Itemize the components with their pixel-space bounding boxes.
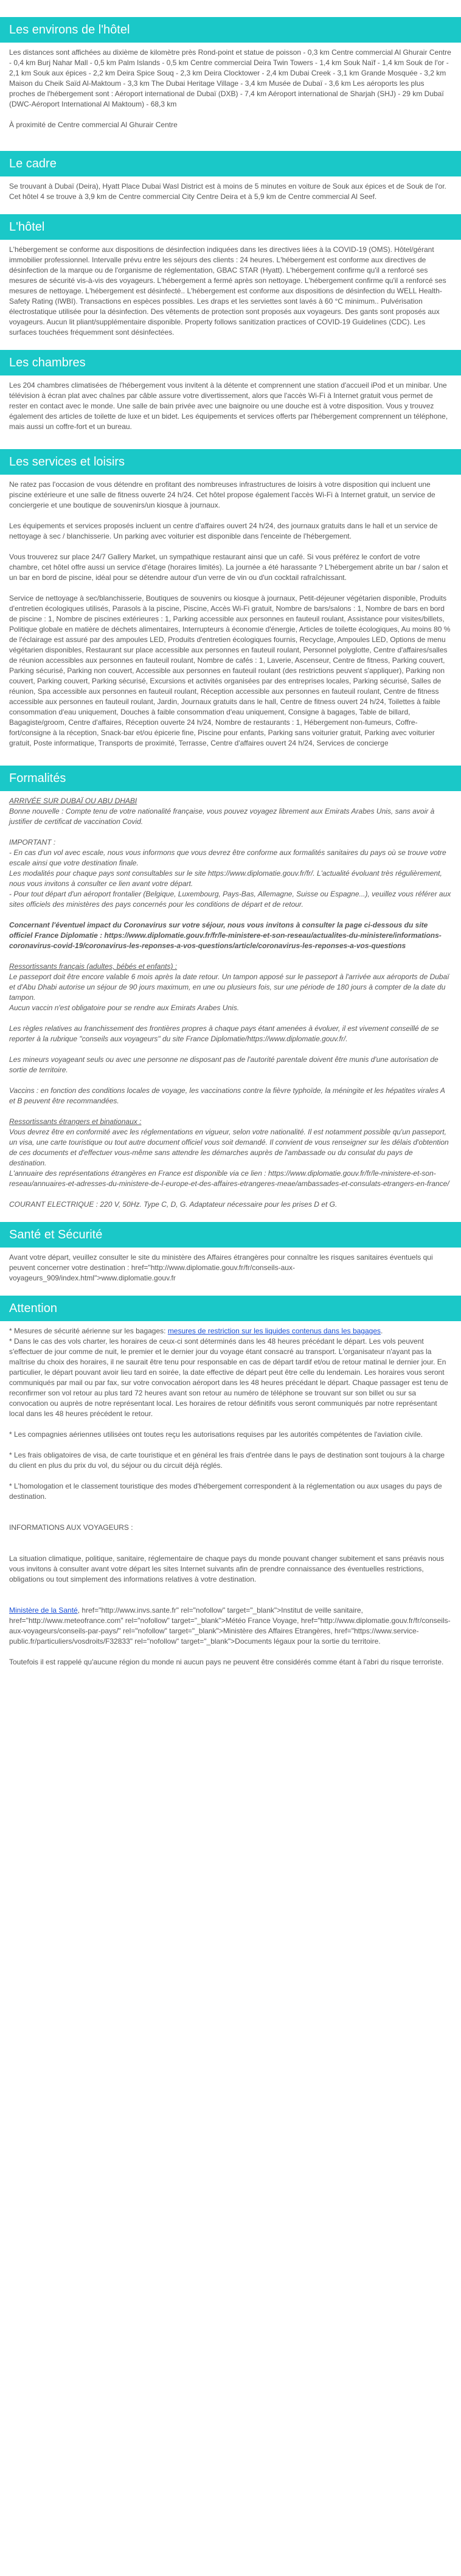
formalites-paragraph-5: Les règles relatives au franchissement des frontières propres à chaque pays étant amenées à évoluer, il est vivement conseillé de se reporter à la rubrique "conseils aux voyageurs" du site France Diplomatie/https://www.diplomatie.gouv.fr/. [9, 1024, 439, 1043]
hotel-text: L'hébergement se conforme aux dispositions de désinfection indiquées dans les directives liées à la COVID-19 (OMS). Hôtel/gérant immobilier professionnel. Intervalle prévu entre les séjours des clients : 24 heures. L'hébergement est conforme aux directives de désinfection de la marque ou de l'organisme de réglementation, GBAC STAR (Hyatt). L'hébergement confirme qu'il a renforcé ses mesures de sécurité vis-à-vis des voyageurs. L'hébergement a fermé après son nettoyage. L'hébergement confirme qu'il a renforcé ses mesures de nettoyage. L'hébergement est désinfecté.. L'hébergement est conforme aux dispositions de désinfection du WELL Health-Safety Rating (IWBI). Transactions en espèces possibles. Les draps et les serviettes sont lavés à 60 °C minimum.. Pulvérisation électrostatique utilisée pour la désinfection. Des vêtements de protection sont proposés aux voyageurs. Des gants sont proposés aux voyageurs. Aucun lit pliant/supplémentaire disponible. Property follows sanitization practices of COVID-19 Guidelines (CDC). Les surfaces touchées fréquemment sont désinfectées. [9, 245, 446, 337]
section-title-chambres: Les chambres [0, 350, 461, 375]
formalites-paragraph-8a: Vous devrez être en conformité avec les réglementations en vigueur, selon votre nationalité. Il est notamment possible qu'un passeport, un visa, une carte touristique ou tout autre document officiel vous soit demandé. Il convient de vous renseigner sur les délais d'obtention de ces documents et d'effectuer vous-même sans attendre les démarches auprès de l'ambassade ou du consulat du pays de destination. [9, 1128, 449, 1167]
sante-text: Avant votre départ, veuillez consulter le site du ministère des Affaires étrangères pour connaître les risques sanitaires éventuels qui peuvent concerner votre destination : href="http://www.diplomatie.gouv.fr/fr/conseils-aux-voyageurs_909/index.html">www.diplomatie.gouv.fr [9, 1253, 433, 1282]
formalites-paragraph-4b: Aucun vaccin n'est obligatoire pour se rendre aux Emirats Arabes Unis. [9, 1004, 240, 1012]
cadre-text: Se trouvant à Dubaï (Deira), Hyatt Place Dubai Wasl District est à moins de 5 minutes en voiture de Souk aux épices et de Souk de l'or. Cet hôtel 4 se trouve à 3,9 km de Centre commercial City Centre Deira et à 5,9 km de Centre commercial Al Seef. [9, 182, 446, 201]
formalites-paragraph-7: Vaccins : en fonction des conditions locales de voyage, les vaccinations contre la fièvre typhoïde, la méningite et les hépatites virales A et B peuvent être recommandées. [9, 1086, 445, 1105]
attention-section [0, 1321, 461, 1667]
formalites-paragraph-2b: Les modalités pour chaque pays sont consultables sur le site https://www.diplomatie.gouv.fr/fr/. L'actualité évoluant très régulièrement, nous vous invitons à consulter ce lien avant votre départ. [9, 869, 442, 888]
services-paragraph-3: Vous trouverez sur place 24/7 Gallery Market, un sympathique restaurant ainsi que un café. Si vous préférez le confort de votre chambre, cet hôtel offre aussi un service d'étage (horaires limités). La journée a été harassante ? L'hébergement abrite un bar / salon et un bar en bord de piscine, idéal pour se détendre autour d'un verre de vin ou d'un cocktail rafraîchissant. [9, 553, 448, 582]
attention-paragraph-2: * Dans le cas des vols charter, les horaires de ceux-ci sont déterminés dans les 48 heures précédant le départ. Les vols peuvent s'effectuer de jour comme de nuit, le premier et le dernier jour du voyage étant consacré au transport. L'organisateur n'ayant pas la maîtrise du choix des horaires, il ne saurait être tenu pour responsable en cas de départ tardif et/ou de retour matinal le dernier jour. En particulier, le départ pouvant avoir lieu tard en soirée, la date effective de départ peut être celle du lendemain. Les horaires vous seront communiqués par mail ou par fax, sur votre convocation aéroport dans les 48 heures précédant le départ. Chaque passager est tenu de reconfirmer son vol retour au plus tard 72 heures avant son retour au numéro de téléphone se trouvant sur son billet ou sur sa convocation ou auprès de notre représentant local. Les horaires de retour définitifs vous seront communiqués par notre représentant local dans les 48 heures précédent le retour. [9, 1337, 448, 1418]
section-title-hotel: L'hôtel [0, 214, 461, 240]
formalites-paragraph-6: Les mineurs voyageant seuls ou avec une personne ne disposant pas de l'autorité parentale doivent être munis d'une autorisation de sortie de territoire. [9, 1055, 438, 1074]
formalites-heading-arrivee: ARRIVÉE SUR DUBAÏ OU ABU DHABI [9, 797, 137, 805]
formalites-section [0, 791, 461, 1210]
formalites-paragraph-4a: Le passeport doit être encore valable 6 mois après la date retour. Un tampon apposé sur le passeport à l'arrivée aux aéroports de Dubaï et d'Abu Dhabi autorise un séjour de 90 jours maximum, en une ou plusieurs fois, sur une période de 180 jours à compter de la date du tampon. [9, 972, 449, 1002]
services-paragraph-1: Ne ratez pas l'occasion de vous détendre en profitant des nombreuses infrastructures de loisirs à votre disposition qui incluent une piscine extérieure et une salle de fitness ouverte 24 h/24. Cet hôtel propose également l'accès Wi-Fi à Internet gratuit, un service de conciergerie et une boutique de souvenirs/un kiosque à journaux. [9, 480, 435, 509]
attention-paragraph-9: Toutefois il est rappelé qu'aucune région du monde ni aucun pays ne peuvent être considérés comme étant à l'abri du risque terroriste. [9, 1658, 444, 1666]
section-title-services: Les services et loisirs [0, 449, 461, 475]
services-section [0, 475, 461, 749]
attention-p8-suffix: , href="http://www.invs.sante.fr" rel="nofollow" target="_blank">Institut de veille sanitaire, href="http://www.meteofrance.com" rel="nofollow" target="_blank">Météo France Voyage, href="http://www.diplomatie.gouv.fr/fr/conseils-aux-voyageurs/conseils-par-pays/" rel="nofollow" target="_blank">Ministère des Affaires Etrangères, href="https://www.service-public.fr/particuliers/vosdroits/F32833" rel="nofollow" target="_blank">Documents légaux pour la sortie du territoire. [9, 1606, 451, 1646]
section-title-environs: Les environs de l'hôtel [0, 17, 461, 43]
attention-p1-suffix: . [381, 1327, 383, 1335]
formalites-heading-ressortissants: Ressortissants français (adultes, bébés et enfants) : [9, 962, 178, 971]
attention-paragraph-5: * L'homologation et le classement touristique des modes d'hébergement correspondent à la réglementation ou aux usages du pays de destination. [9, 1482, 442, 1501]
attention-paragraph-8 [9, 1605, 452, 1647]
cadre-section [0, 176, 461, 202]
formalites-paragraph-1: Bonne nouvelle : Compte tenu de votre nationalité française, vous pouvez voyagez librement aux Emirats Arabes Unis, sans avoir à justifier de certificat de vaccination Covid. [9, 807, 435, 826]
chambres-text: Les 204 chambres climatisées de l'hébergement vous invitent à la détente et comprennent une station d'accueil iPod et un minibar. Une télévision à écran plat avec chaînes par câble assure votre divertissement, alors que l'accès Wi-Fi à Internet gratuit vous permet de rester en contact avec le monde. Une salle de bain privée avec une baignoire ou une douche est à votre disposition. Vous y trouvez également des articles de toilette de luxe et un bidet. Les équipements et services offerts par l'hébergement comprennent un téléphone, mais aussi un coffre-fort et un bureau. [9, 381, 448, 431]
environs-section [0, 43, 461, 130]
attention-paragraph-7: La situation climatique, politique, sanitaire, réglementaire de chaque pays du monde pouvant changer subitement et sans préavis nous vous invitons à consulter avant votre départ les sites Internet suivants afin de prendre connaissance des éventuelles restrictions, obligations ou tout simplement des informations relatives à votre destination. [9, 1554, 445, 1583]
chambres-section [0, 375, 461, 432]
sante-section [0, 1248, 461, 1283]
ministere-sante-link[interactable]: Ministère de la Santé [9, 1606, 78, 1614]
environs-text-2: À proximité de Centre commercial Al Ghurair Centre [9, 120, 178, 129]
attention-p1-prefix: * Mesures de sécurité aérienne sur les bagages: [9, 1327, 168, 1335]
section-title-cadre: Le cadre [0, 151, 461, 176]
formalites-paragraph-coronavirus: Concernant l'éventuel impact du Coronavirus sur votre séjour, nous vous invitons à consulter la page ci-dessous du site officiel France Diplomatie : https://www.diplomatie.gouv.fr/fr/le-ministere-et-son-reseau/actualites-du-ministere/informations-coronavirus-covid-19/coronavirus-les-reponses-a-vos-questions/article/coronavirus-les-reponses-a-vos-questions [9, 921, 442, 950]
services-paragraph-2: Les équipements et services proposés incluent un centre d'affaires ouvert 24 h/24, des journaux gratuits dans le hall et un service de nettoyage à sec / blanchisserie. Un parking avec voiturier est disponible dans l'enceinte de l'hébergement. [9, 522, 438, 540]
section-title-formalites: Formalités [0, 766, 461, 791]
environs-text: Les distances sont affichées au dixième de kilomètre près Rond-point et statue de poisson - 0,3 km Centre commercial Al Ghurair Centre - 0,4 km Burj Nahar Mall - 0,5 km Palm Islands - 0,5 km Centre commercial Deira Twin Towers - 1,4 km Souk Naïf - 1,4 km Souk de l'or - 2,1 km Souk aux épices - 2,2 km Deira Spice Souq - 2,3 km Deira Clocktower - 2,4 km Dubai Creek - 3,1 km Grande Mosquée - 3,2 km Maison du Cheik Saïd Al-Maktoum - 3,3 km The Dubai Heritage Village - 3,4 km Musée de Dubaï - 3,6 km Les aéroports les plus proches de l'hébergement sont : Aéroport international de Dubaï (DXB) - 7,4 km Aéroport international de Sharjah (SHJ) - 29 km Dubaï (DWC-Aéroport International Al Maktoum) - 68,3 km [9, 48, 451, 108]
hotel-section [0, 240, 461, 338]
attention-paragraph-6: INFORMATIONS AUX VOYAGEURS : [9, 1523, 133, 1532]
formalites-paragraph-2c: - Pour tout départ d'un aéroport frontalier (Belgique, Luxembourg, Pays-Bas, Allemagne, Suisse ou Espagne...), veuillez vous référer aux sites officiels des ministères des pays concernés pour les conditions de départ et de retour. [9, 890, 451, 909]
formalites-heading-etrangers: Ressortissants étrangers et binationaux : [9, 1117, 142, 1126]
attention-paragraph-3: * Les compagnies aériennes utilisées ont toutes reçu les autorisations requises par les autorités compétentes de l'aviation civile. [9, 1430, 423, 1439]
formalites-paragraph-electricite: COURANT ELECTRIQUE : 220 V, 50Hz. Type C, D, G. Adaptateur nécessaire pour les prises D et G. [9, 1200, 338, 1209]
attention-paragraph-1 [9, 1326, 452, 1336]
formalites-paragraph-8b: L'annuaire des représentations étrangères en France est disponible via ce lien : https://www.diplomatie.gouv.fr/fr/le-ministere-et-son-reseau/annuaires-et-adresses-du-ministere-de-l-europe-et-des-affaires-etrangeres-meae/ambassades-et-consulats-etrangers-en-france/ [9, 1169, 449, 1188]
page [0, 17, 461, 1667]
formalites-heading-important: IMPORTANT : [9, 838, 56, 846]
formalites-paragraph-2a: - En cas d'un vol avec escale, nous vous informons que vous devrez être conforme aux formalités sanitaires du pays où se trouve votre escale ainsi que votre destination finale. [9, 848, 446, 867]
attention-paragraph-4: * Les frais obligatoires de visa, de carte touristique et en général les frais d'entrée dans le pays de destination sont toujours à la charge du client en plus du prix du vol, du séjour ou du circuit déjà réglés. [9, 1451, 445, 1470]
section-title-attention: Attention [0, 1296, 461, 1321]
services-paragraph-4: Service de nettoyage à sec/blanchisserie, Boutiques de souvenirs ou kiosque à journaux, Petit-déjeuner végétarien disponible, Produits d'entretien écologiques utilisés, Parasols à la piscine, Piscine, Accès Wi-Fi gratuit, Nombre de bars/salons : 1, Nombre de bars en bord de piscine : 1, Nombre de piscines extérieures : 1, Parking accessible aux personnes en fauteuil roulant, Assistance pour visites/billets, Politique globale en matière de déchets alimentaires, Interrupteurs à économie d'énergie, Articles de toilette écologiques, Au moins 80 % de l'éclairage est assuré par des ampoules LED, Produits d'entretien écologiques fournis, Recyclage, Ampoules LED, Options de menu végétarien disponibles, Restaurant sur place accessible aux personnes en fauteuil roulant, Personnel polyglotte, Centre d'affaires/salles de réunion accessibles aux personnes en fauteuil roulant, Nombre de cafés : 1, Laverie, Ascenseur, Centre de fitness, Parking couvert, Parking sécurisé, Parking non couvert, Accessible aux personnes en fauteuil roulant (des restrictions peuvent s'appliquer), Parking non couvert, Parking couvert, Parking sécurisé, Excursions et activités organisées par des entreprises locales, Parking sécurisé, Salles de réunion, Spa accessible aux personnes en fauteuil roulant, Réception accessible aux personnes en fauteuil roulant, Centre de fitness accessible aux personnes en fauteuil roulant, Jardin, Journaux gratuits dans le hall, Centre de fitness ouvert 24 h/24, Toilettes à faible consommation d'eau uniquement, Douches à faible consommation d'eau uniquement, Consigne à bagages, Table de billard, Bagagiste/groom, Centre d'affaires, Réception ouverte 24 h/24, Nombre de restaurants : 1, Hébergement non-fumeurs, Coffre-fort/consigne à la réception, Snack-bar et/ou épicerie fine, Piscine pour enfants, Parking sans voiturier gratuit, Parking avec voiturier gratuit, Poste informatique, Transports de proximité, Terrasse, Centre d'affaires ouvert 24 h/24, Services de concierge [9, 594, 451, 747]
section-title-sante: Santé et Sécurité [0, 1222, 461, 1248]
liquides-restriction-link[interactable]: mesures de restriction sur les liquides contenus dans les bagages [167, 1327, 381, 1335]
